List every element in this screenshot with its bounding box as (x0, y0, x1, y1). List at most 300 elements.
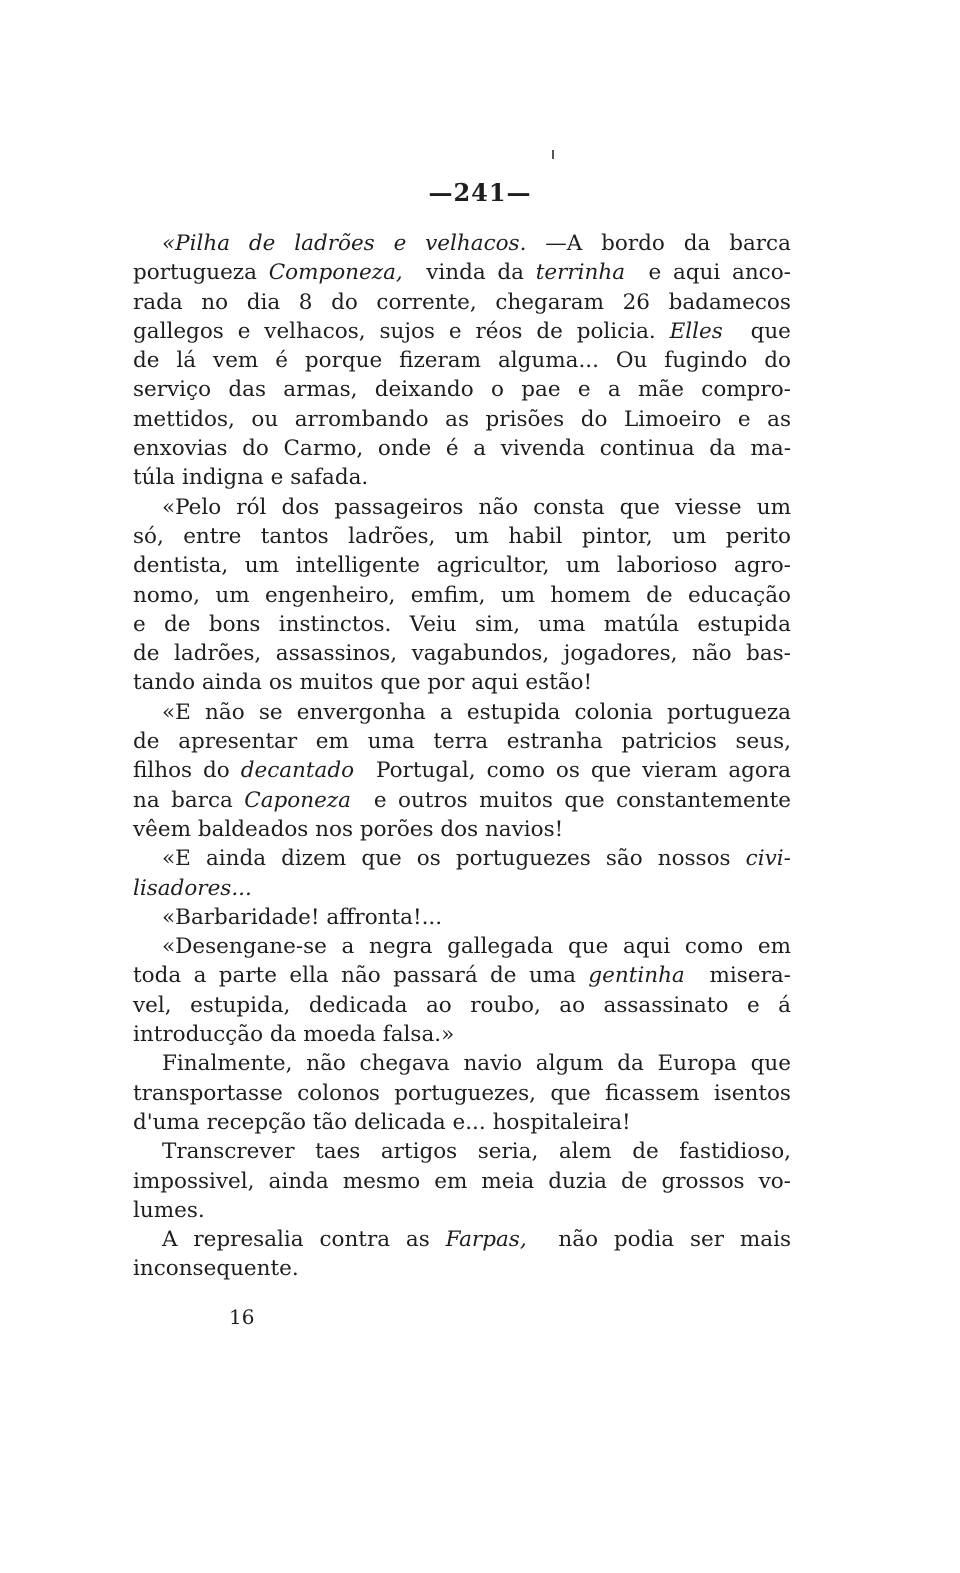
word: compro- (701, 377, 791, 403)
word: —A (545, 231, 583, 256)
word: ainda (201, 670, 269, 696)
word: uma (528, 963, 576, 989)
word: Portugal, (376, 758, 476, 784)
word: corrente, (376, 289, 477, 315)
word: anco- (732, 260, 791, 286)
text-line (133, 844, 791, 873)
word: e... (452, 1109, 493, 1135)
word: onde (377, 436, 432, 462)
word: não (478, 494, 519, 520)
word: que (380, 670, 428, 696)
word: ao (425, 992, 452, 1018)
word: que (750, 318, 791, 344)
text-line (133, 405, 791, 434)
word: seus, (735, 729, 791, 755)
word: intelligente (295, 553, 420, 579)
italic-word: velhacos. (425, 231, 527, 256)
word: dos (281, 494, 320, 520)
word: enxovias (133, 436, 228, 462)
word: e (737, 406, 751, 432)
word: no (201, 289, 229, 315)
word: perito (725, 523, 791, 549)
word: ma- (750, 436, 791, 462)
word: d'uma (133, 1109, 207, 1135)
word: do (580, 406, 608, 432)
word: gallegos (133, 318, 224, 344)
word: constantemente (616, 787, 791, 813)
word: não (306, 1051, 346, 1077)
word: vem (213, 348, 259, 374)
text-line (133, 874, 791, 903)
word: porque (304, 348, 383, 374)
word: do (242, 436, 269, 462)
word: colonia (574, 699, 653, 725)
italic-word: Farpas, (445, 1227, 527, 1253)
word: inconsequente. (133, 1256, 299, 1282)
text-line (133, 991, 791, 1020)
word: fugindo (664, 348, 748, 374)
word: apresentar (178, 729, 298, 755)
text-line (133, 1225, 791, 1254)
word: seria, (477, 1139, 539, 1165)
word: tão (312, 1109, 354, 1135)
italic-word: Caponeza (244, 787, 351, 813)
word: ainda (268, 1168, 329, 1194)
word: Carmo, (283, 436, 364, 462)
word: á (778, 992, 791, 1018)
word: rada (133, 289, 183, 315)
word: é (275, 348, 288, 374)
italic-word: lisadores... (133, 875, 252, 901)
italic-word: terrinha (535, 260, 626, 286)
word: «E (162, 846, 191, 872)
word: na (133, 787, 160, 813)
word: roubo, (470, 992, 541, 1018)
word: um (672, 523, 707, 549)
word: aqui (672, 260, 721, 286)
text-line (133, 434, 791, 463)
word: são (605, 846, 643, 872)
word: os (268, 670, 300, 696)
word: alguma... (497, 348, 599, 374)
text-line (133, 639, 791, 668)
word: bas- (746, 641, 791, 667)
word: e (133, 611, 146, 637)
word: viesse (675, 494, 742, 520)
word: toda (133, 963, 182, 989)
word: portugueza (133, 260, 257, 286)
word: de (632, 1139, 659, 1165)
word: agro- (733, 553, 791, 579)
text-line (133, 1108, 791, 1137)
word: habil (508, 523, 563, 549)
word: uma (538, 611, 586, 637)
word: a (341, 934, 355, 960)
word: bordo (601, 231, 665, 256)
word: educação (687, 582, 791, 608)
word: pintor, (581, 523, 653, 549)
word: muitos (299, 670, 381, 696)
word: a (439, 699, 453, 725)
word: misera- (709, 963, 791, 989)
word: da (709, 436, 736, 462)
word: barca (729, 231, 791, 256)
word: Finalmente, (162, 1051, 293, 1077)
text-line (133, 317, 791, 346)
word: podia (613, 1227, 675, 1253)
word: de (490, 963, 517, 989)
word: ficassem (605, 1080, 700, 1106)
word: em (315, 729, 349, 755)
word: bons (208, 611, 261, 637)
word: armas, (283, 377, 358, 403)
word: represalia (193, 1227, 304, 1253)
word: mesmo (342, 1168, 421, 1194)
word: mãe (638, 377, 684, 403)
word: o (490, 377, 504, 403)
word: emfim, (410, 582, 486, 608)
text-line (133, 288, 791, 317)
word: da (617, 1051, 644, 1077)
text-line (133, 522, 791, 551)
text-line (133, 815, 791, 844)
word: as (405, 1227, 430, 1253)
word: portuguezes, (394, 1080, 536, 1106)
word: que (550, 1080, 591, 1106)
italic-word: de (248, 231, 276, 256)
word: a (607, 377, 621, 403)
word: badamecos (668, 289, 791, 315)
word: grossos (661, 1168, 745, 1194)
text-line (133, 1167, 791, 1196)
word: e (373, 787, 387, 813)
word: indigna (182, 465, 271, 491)
italic-word: Componeza, (268, 260, 403, 286)
word: passageiros (334, 494, 464, 520)
italic-word: civi- (745, 846, 791, 872)
word: portuguezes (455, 846, 591, 872)
word: arrombando (294, 406, 429, 432)
word: delicada (353, 1109, 453, 1135)
word: nossos (657, 846, 731, 872)
word: um (756, 494, 791, 520)
word: ladrões, (174, 641, 262, 667)
word: continua (599, 436, 695, 462)
word: em (757, 934, 791, 960)
word: não (205, 699, 245, 725)
word: por (427, 670, 472, 696)
word: as (767, 406, 791, 432)
word: réos (475, 318, 523, 344)
word: de (133, 348, 160, 374)
italic-word: e (393, 231, 407, 256)
word: muitos (479, 787, 553, 813)
word: e (648, 260, 662, 286)
word: parte (218, 963, 278, 989)
body-text (133, 229, 791, 1284)
word: como (684, 934, 744, 960)
word: lumes. (133, 1197, 205, 1223)
word: homem (550, 582, 631, 608)
word: estupida, (190, 992, 291, 1018)
word: recepção (206, 1109, 313, 1135)
word: dizem (281, 846, 347, 872)
word: de (620, 1168, 648, 1194)
word: nos (315, 816, 360, 842)
word: passará (393, 963, 478, 989)
word: Europa (657, 1051, 737, 1077)
word: que (619, 494, 660, 520)
word: gallegada (447, 934, 554, 960)
word: moeda (303, 1022, 383, 1048)
word: mettidos, (133, 406, 235, 432)
word: de (536, 318, 563, 344)
word: e (237, 318, 251, 344)
word: túla (133, 465, 183, 491)
word: «Desengane-se (162, 934, 327, 960)
word: estupida (697, 611, 791, 637)
word: estranha (506, 729, 603, 755)
word: não (341, 963, 381, 989)
word: das (228, 377, 266, 403)
text-line (133, 1137, 791, 1166)
word: ao (559, 992, 586, 1018)
word: da (269, 1022, 304, 1048)
word: negra (369, 934, 433, 960)
word: vagabundos, (411, 641, 550, 667)
scan-mark (552, 150, 554, 159)
word: sim, (474, 611, 521, 637)
word: de (133, 729, 160, 755)
text-line (133, 493, 791, 522)
word: artigos (380, 1139, 458, 1165)
word: envergonha (296, 699, 426, 725)
word: tantos (260, 523, 329, 549)
word: velhacos, (264, 318, 366, 344)
word: «Pelo (162, 494, 222, 520)
word: é (445, 436, 459, 462)
word: matúla (603, 611, 680, 637)
word: patricios (621, 729, 717, 755)
word: aqui (471, 670, 526, 696)
word: a (193, 963, 207, 989)
word: e (746, 992, 760, 1018)
text-line (133, 375, 791, 404)
word: chegava (359, 1051, 450, 1077)
word: contra (319, 1227, 391, 1253)
word: terra (433, 729, 489, 755)
word: a (473, 436, 487, 462)
word: pae (521, 377, 561, 403)
word: que (567, 934, 609, 960)
word: assassinos, (275, 641, 398, 667)
word: que (590, 758, 632, 784)
word: «E (162, 699, 191, 725)
word: agora (728, 758, 791, 784)
word: um (454, 523, 489, 549)
italic-word: ladrões (294, 231, 375, 256)
word: engenheiro, (264, 582, 396, 608)
word: lá (176, 348, 197, 374)
word: só, (133, 523, 164, 549)
word: chegaram (495, 289, 605, 315)
word: não (558, 1227, 599, 1253)
word: estão! (525, 670, 593, 696)
word: ladrões, (348, 523, 436, 549)
word: 26 (622, 289, 650, 315)
word: outros (398, 787, 468, 813)
word: tando (133, 670, 202, 696)
italic-word: decantado (240, 758, 355, 784)
word: vo- (758, 1168, 791, 1194)
word: dos (440, 816, 485, 842)
word: em (434, 1168, 468, 1194)
word: Transcrever (162, 1139, 295, 1165)
word: de (133, 641, 160, 667)
word: as (445, 406, 469, 432)
word: barca (171, 787, 233, 813)
word: ser (689, 1227, 724, 1253)
word: aqui (622, 934, 671, 960)
word: consta (533, 494, 605, 520)
word: nomo, (133, 582, 200, 608)
word: portugueza (667, 699, 791, 725)
italic-word: Elles (669, 318, 723, 344)
text-line (133, 551, 791, 580)
word: do (331, 289, 358, 315)
word: navios! (484, 816, 564, 842)
text-line (133, 727, 791, 756)
word: que (750, 1051, 791, 1077)
word: sujos (379, 318, 435, 344)
word: do (203, 758, 230, 784)
word: agricultor, (436, 553, 550, 579)
signature-mark: 16 (229, 1305, 255, 1329)
italic-word: gentinha (588, 963, 685, 989)
word: safada. (290, 465, 369, 491)
word: não (691, 641, 732, 667)
word: um (566, 553, 601, 579)
word: ou (251, 406, 279, 432)
text-line (133, 961, 791, 990)
word: estupida (466, 699, 561, 725)
word: dedicada (308, 992, 408, 1018)
page-number: —241— (428, 178, 532, 207)
text-line (133, 1196, 791, 1225)
word: affronta!... (326, 904, 443, 930)
word: de (164, 611, 191, 637)
word: fastidioso, (679, 1139, 791, 1165)
word: alem (558, 1139, 612, 1165)
text-line (133, 581, 791, 610)
word: navio (463, 1051, 523, 1077)
word: assassinato (603, 992, 729, 1018)
word: Ou (615, 348, 648, 374)
word: dia (246, 289, 281, 315)
word: 8 (298, 289, 313, 315)
word: isentos (713, 1080, 791, 1106)
word: vivenda (500, 436, 586, 462)
word: vel, (133, 992, 172, 1018)
word: que (564, 787, 605, 813)
word: e (577, 377, 591, 403)
word: laborioso (616, 553, 718, 579)
word: vêem (133, 816, 198, 842)
text-line (133, 229, 791, 258)
word: da (683, 231, 711, 256)
word: policia. (576, 318, 656, 344)
text-line (133, 463, 791, 492)
word: mais (739, 1227, 791, 1253)
text-line (133, 610, 791, 639)
word: taes (315, 1139, 361, 1165)
text-line (133, 346, 791, 375)
word: entre (183, 523, 242, 549)
word: como (486, 758, 545, 784)
word: uma (367, 729, 415, 755)
word: algum (535, 1051, 604, 1077)
word: Veiu (409, 611, 457, 637)
word: um (500, 582, 536, 608)
text-line (133, 903, 791, 932)
text-line (133, 786, 791, 815)
word: e (448, 318, 462, 344)
text-line (133, 1020, 791, 1049)
word: vinda (426, 260, 486, 286)
italic-word: «Pilha (162, 231, 231, 256)
word: do (764, 348, 791, 374)
word: serviço (133, 377, 212, 403)
text-line (133, 668, 791, 697)
word: dentista, (133, 553, 229, 579)
word: porões (359, 816, 441, 842)
word: impossivel, (133, 1168, 255, 1194)
word: ról (236, 494, 267, 520)
word: hospitaleira! (492, 1109, 631, 1135)
word: introducção (133, 1022, 270, 1048)
word: da (497, 260, 524, 286)
word: filhos (133, 758, 193, 784)
word: prisões (485, 406, 565, 432)
text-line (133, 1254, 791, 1283)
word: e (270, 465, 291, 491)
word: fizeram (399, 348, 482, 374)
word: instinctos. (278, 611, 392, 637)
word: A (162, 1227, 178, 1253)
text-line (133, 258, 791, 287)
word: «Barbaridade! (162, 904, 327, 930)
word: falsa.» (382, 1022, 455, 1048)
word: ainda (205, 846, 267, 872)
word: deixando (374, 377, 474, 403)
word: um (244, 553, 279, 579)
word: colonos (297, 1080, 380, 1106)
word: ella (289, 963, 329, 989)
word: baldeados (197, 816, 316, 842)
word: um (215, 582, 250, 608)
word: vieram (642, 758, 718, 784)
word: Limoeiro (624, 406, 722, 432)
text-line (133, 1049, 791, 1078)
word: se (258, 699, 283, 725)
word: os (416, 846, 441, 872)
text-line (133, 932, 791, 961)
word: meia (481, 1168, 535, 1194)
word: os (555, 758, 580, 784)
word: jogadores, (563, 641, 678, 667)
word: duzia (548, 1168, 607, 1194)
word: transportasse (133, 1080, 283, 1106)
